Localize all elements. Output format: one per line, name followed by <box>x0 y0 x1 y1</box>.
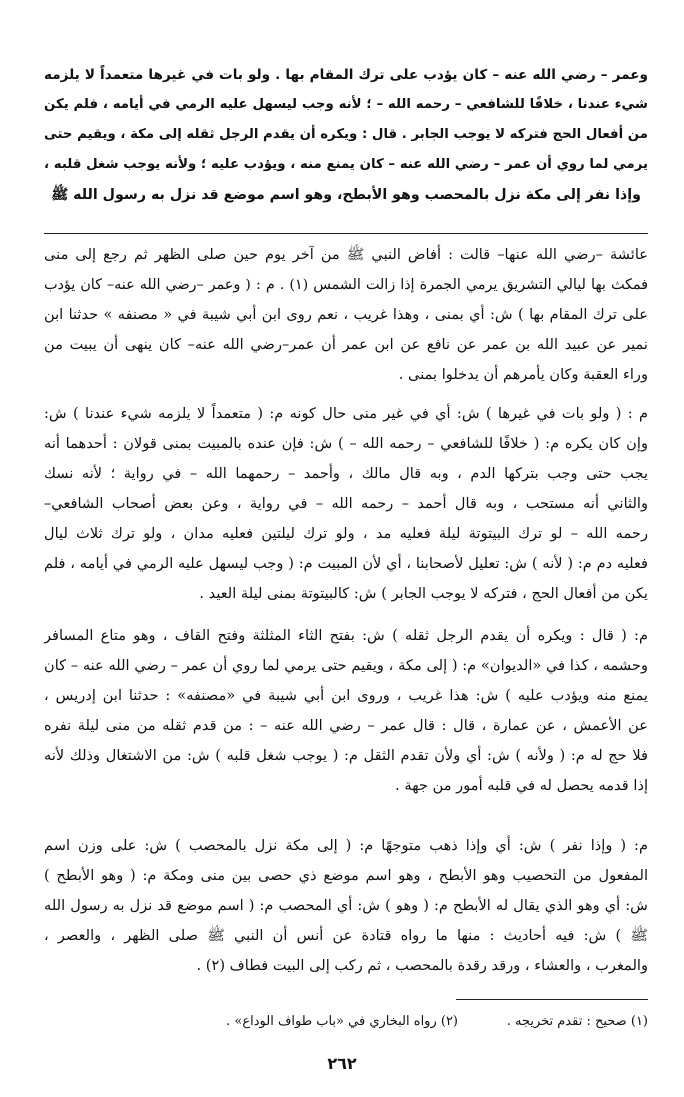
commentary-paragraph-2 <box>44 399 648 609</box>
footnote-divider <box>456 999 648 1000</box>
page-number: ٢٦٢ <box>327 1054 357 1073</box>
commentary-line: ش: أي وهو الذي يقال له الأبطح م: ( وهو ) ش: أي المحصب م: ( اسم موضع قد نزل به رسول الله <box>44 897 648 914</box>
commentary-line: إذا قدمه يحصل له في قلبه أمور من جهة . <box>395 777 648 794</box>
commentary-paragraph-4 <box>44 831 648 981</box>
footnotes <box>120 1010 648 1034</box>
commentary-paragraph-3 <box>44 621 648 801</box>
commentary-line: على ترك المقام بها ) ش: أي بمنى ، وهذا غريب ، نعم روى ابن أبي شيبة في « مصنفه » حدثنا ابن <box>44 306 648 323</box>
commentary-line: فمكث بها ليالي التشريق يرمي الجمرة إذا زالت الشمس (١) . م : ( وعمر –رضي الله عنه– كان يؤدب <box>44 277 648 293</box>
footnote-2: (٢) رواه البخاري في «باب طواف الوداع» . <box>226 1014 458 1029</box>
commentary-line: وحشمه ، كذا في «الديوان» م: ( إلى مكة ، ويقيم حتى يرمي لما روي أن عمر – رضي الله عنه – كان <box>44 657 648 674</box>
main-text <box>44 60 648 210</box>
commentary-line: فلا حج له م: ( ولأنه ) ش: أي ولأن تقدم الثقل م: ( يوجب شغل قلبه ) ش: من الاشتغال وذلك لأنه <box>44 747 648 764</box>
main-text-divider <box>44 233 648 234</box>
commentary-line: يكن من أفعال الحج ، فتركه لا يوجب الجابر ) ش: كالبيتوتة بمنى ليلة العيد . <box>199 585 648 602</box>
commentary-line: عن الأعمش ، عن عمارة ، قال : قال عمر – رضي الله عنه – : من قدم ثقله من منى ليلة نفره <box>44 717 648 734</box>
main-text-line: وإذا نفر إلى مكة نزل بالمحصب وهو الأبطح، وهو اسم موضع قد نزل به رسول الله ﷺ <box>51 187 641 203</box>
commentary-line: م : ( ولو بات في غيرها ) ش: أي في غير منى حال كونه م: ( متعمداً لا يلزمه شيء عندنا ) ش: <box>44 405 648 422</box>
commentary-paragraph-1 <box>44 240 648 390</box>
main-text-line: وعمر – رضي الله عنه – كان يؤدب على ترك المقام بها . ولو بات في غيرها متعمداً لا يلزمه <box>44 67 648 83</box>
commentary-line: والثاني أنه مستحب ، وبه قال أحمد – رحمه الله – في رواية ، وعن بعض أصحاب الشافعي– <box>44 495 648 512</box>
commentary-line: عائشة –رضي الله عنها– قالت : أفاض النبي ﷺ من آخر يوم حين صلى الظهر ثم رجع إلى منى <box>44 246 648 263</box>
commentary-line: فعليه دم م: ( لأنه ) ش: تعليل لأصحابنا ، أي لأن المبيت م: ( وجب ليسهل عليه الرمي في أيامه ، فلم <box>44 555 648 572</box>
commentary-line: ﷺ ) ش: فيه أحاديث : منها ما رواه قتادة عن أنس أن النبي ﷺ صلى الظهر ، والعصر ، <box>44 927 648 944</box>
main-text-line: يرمي لما روي أن عمر – رضي الله عنه – كان يمنع منه ، ويؤدب عليه ؛ ولأنه يوجب شغل قلبه ، <box>44 157 648 172</box>
commentary-line: يمنع منه ويؤدب عليه ) ش: هذا غريب ، وروى ابن أبي شيبة في «مصنفه» : حدثنا ابن إدريس ، <box>44 687 648 704</box>
commentary-line: نمير عن عبيد الله بن عمر عن نافع عن ابن عمر أن عمر–رضي الله عنه– كان ينهى أن يبيت من <box>44 336 648 353</box>
footnote-1: (١) صحيح : تقدم تخريجه . <box>506 1014 648 1029</box>
commentary-line: وإن كان يكره م: ( خلافًا للشافعي – رحمه الله – ) ش: فإن عنده بالمبيت بمنى قولان : أحدهما أنه <box>44 435 648 452</box>
main-text-line: من أفعال الحج فتركه لا يوجب الجابر . قال : ويكره أن يقدم الرجل ثقله إلى مكة ، ويقيم حتى <box>44 127 648 142</box>
commentary-line: م: ( قال : ويكره أن يقدم الرجل ثقله ) ش: بفتح الثاء المثلثة وفتح القاف ، وهو متاع المسافر <box>44 627 648 644</box>
commentary-line: يجب حتى وجب بتركها الدم ، وبه قال مالك ، وأحمد – رحمهما الله – في رواية ؛ لأنه نسك <box>44 465 648 482</box>
commentary-line: وراء العقبة وكان يأمرهم أن يدخلوا بمنى . <box>398 366 648 383</box>
commentary-line: والمغرب ، والعشاء ، ورقد رقدة بالمحصب ، ثم ركب إلى البيت فطاف (٢) . <box>196 957 648 974</box>
commentary-line: م: ( وإذا نفر ) ش: أي وإذا ذهب متوجهًا م: ( إلى مكة نزل بالمحصب ) ش: على وزن اسم <box>44 837 648 854</box>
commentary-line: رحمه الله – لو ترك البيتوتة ليلة فعليه مد ، ولو ترك ليلتين فعليه مدان ، ولو ترك ثلاث ليال <box>44 525 648 542</box>
commentary-line: المفعول من التحصيب وهو الأبطح ، وهو اسم موضع ذي حصى بين منى ومكة م: ( وهو الأبطح ) <box>44 867 648 884</box>
main-text-line: شيء عندنا ، خلافًا للشافعي – رحمه الله – ؛ لأنه وجب ليسهل عليه الرمي في أيامه ، فلم يكن <box>44 97 648 112</box>
